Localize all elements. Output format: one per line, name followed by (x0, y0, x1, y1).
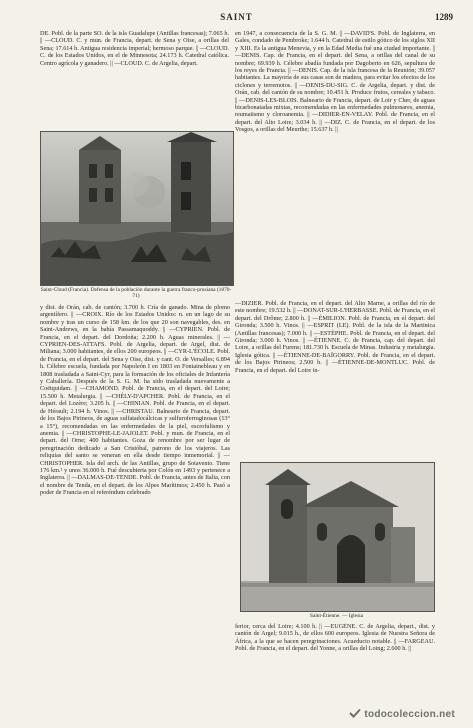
left-column-bottom-text: y dist. de Orán, cab. de cantón; 3.700 h. Cría de ganado. Mina de plomo argentífero. || —CROIX. Río de los Estados Unidos: n. en un lago de su nombre y tras un curso de 158 km. de los que 20 son navegables, des. en Saint-Andrews, en la bahía Passamaquoddy. || —CYPRIEN. Pobl. de Francia, en el depart. del Dordoña; 2.200 h. Aguas minerales. || —CYPRIEN-DES-ATTAFS. Pobl. de Argelia, depart. de Argel, dist. de Miliana; 3.000 habitantes, de ellos 200 europeos. || —CYR-L'ÉCOLE. Pobl. de Francia, en el depart. del Sena y Oise, dist. y cant. O. de Versalles; 6.894 h. Célebre escuela, fundada por Napoleón I en 1803 en Fontainebleau y en 1808 trasladada a Saint-Cyr, para la formación de los oficiales de Infantería y Caballería. Después de la S. G. M. ha sido trasladada nuevamente a Coëtquidam. || —CHAMOND. Pobl. de Francia, en el depart. del Loire; 15.500 h. Metalurgia. || —CHÉLY-D'APCHER. Pobl. de Francia, en el depart. del Lozère; 3.205 h. || —CHINIAN. Pobl. de Francia, en el depart. de Hérault; 2.194 h. Vinos. || —CHRISTAU. Balneario de Francia, depart. de los Bajos Pirineos, de aguas sulfatadocálcicas y sulfuroferruginosas (13° a 15°), recomendadas en las enfermedades de la piel, escrofulismo y anemia. || —CHRISTOPHE-LE-JAJOLET. Pobl. y mun. de Francia, en el depart. del Orne; 400 habitantes. Goza de renombre por ser lugar de peregrinación dedicado a San Cristóbal, patrono de los viajeros. Las reliquias del santo se veneran en ella desde tiempo inmemorial. || —CHRISTOPHER. Isla del arch. de las Antillas, grupo de Sotavento. Tiene 176 km.² y unos 36.000 h. Fué descubierta por Colón en 1493 y pertenece a Inglaterra. || —DALMAS-DE-TENDE. Pobl. de Francia, antes de Italia, con el nombre de Tenda, en el depart. de los Alpes Marítimos; 2.450 h. Pasó a poder de Francia en el referéndum celebrado (40, 304, 230, 497)
watermark-text: todocoleccion.net (364, 709, 455, 720)
left-figure-caption: Saint-Cloud (Francia). Defensa de la población durante la guerra franco-prusiana (1870-71) (40, 287, 232, 300)
saint-cloud-illustration (40, 131, 234, 286)
watermark (349, 708, 455, 720)
page-number: 1289 (435, 12, 453, 22)
right-figure-caption: Saint-Étienne. — Iglesia (309, 613, 364, 619)
right-column-middle-text: —DIZIER. Pobl. de Francia, en el depart. del Alto Marne, a orillas del río de este nombre; 19.532 h. || —DONAT-SUR-L'HERBASSE. Pobl. de Francia, en el depart. del Drôme; 2.800 h. || —ÉMILION. Pobl. de Francia, en el depart. del Gironda; 3.500 h. Vinos. || —ESPRIT (LE). Pobl. de la isla de la Martinica (Antillas francesas); 7.000 h. || —ESTÈPHE. Pobl. de Francia, en el depart. del Gironda; 3.000 h. Vinos. || —ÉTIENNE. C. de Francia, cap. del depart. del Loire, a orillas del Furens; 181.730 h. Escuela de Minas. Industria y metalurgia. Iglesia gótica. || —ÉTIENNE-DE-BAÏGORRY. Pobl. de Francia, en el depart. de los Bajos Pirineos; 2.500 h. || —ÉTIENNE-DE-MONTLUC. Pobl. de Francia, en el depart. del Loire in- (235, 300, 435, 374)
page-header (0, 12, 473, 26)
saint-etienne-church-illustration (240, 462, 435, 612)
left-column-top-text: DE. Pobl. de la parte SO. de la isla Guadalupe (Antillas francesas); 7.065 h. || —CLOUD. C. y mun. de Francia, depart. de Sena y Oise, a orillas del Sena; 17.614 h. Antigua residencia imperial; hermoso parque. || —CLOUD. C. de los Estados Unidos, en el de Minnesota; 24.173 h. Catedral católica. Centro agrícola y ganadero. || —CLOUD. C. de Argelia, depart. (40, 30, 229, 67)
check-icon (349, 708, 361, 718)
running-head: SAINT (220, 12, 253, 22)
right-column-top-text: en 1947, a consecuencia de la S. G. M. || —DAVID'S. Pobl. de Inglaterra, en Gales, condado de Pembroke; 1.644 h. Catedral de estilo gótico de los siglos XII y XIII. Es la antigua Menevia, y en la Edad Media fué una ciudad importante. || —DENIS. Cap. de Francia, en el depart. del Sena, a orillas del canal de su nombre; 69.939 h. Célebre abadía fundada por Dagoberto en 626, sepultura de los reyes de Francia. || —DENIS. Cap. de la isla francesa de la Reunión; 39.057 habitantes. La mayoría de sus casas son de madera, para evitar los efectos de los ciclones y terremotos. || —DENIS-DU-SIG. C. de Argelia, depart. y dist. de Orán, cab. del cantón de su nombre; 10.451 h. Produce frutos, cereales y tabaco. || —DENIS-LES-BLOIS. Balneario de Francia, depart. de Loir y Cher, de aguas bicarbonatadas mixtas, recomendadas en las enfermedades pulmonares, anemia, reumatismo y cloroanemia. || —DIDIER-EN-VELAY. Pobl. de Francia, en el depart. del Alto Loire; 3.034 h. || —DIZ. C. de Francia, en el depart. de los Vosgos, a orillas del Meurthe; 15.637 h. || (235, 30, 435, 134)
right-column-bottom-text: ferior, cerca del Loire; 4.100 h. || —EUGÈNE. C. de Argelia, depart., dist. y cantón de Argel; 9.015 h., de ellos 600 europeos. Iglesia de Nuestra Señora de África, a la que se hacen peregrinaciones. Acueducto notable. || —FARGEAU. Pobl. de Francia, en el depart. del Yonne, a orillas del Loing; 2.600 h. || (235, 623, 435, 653)
